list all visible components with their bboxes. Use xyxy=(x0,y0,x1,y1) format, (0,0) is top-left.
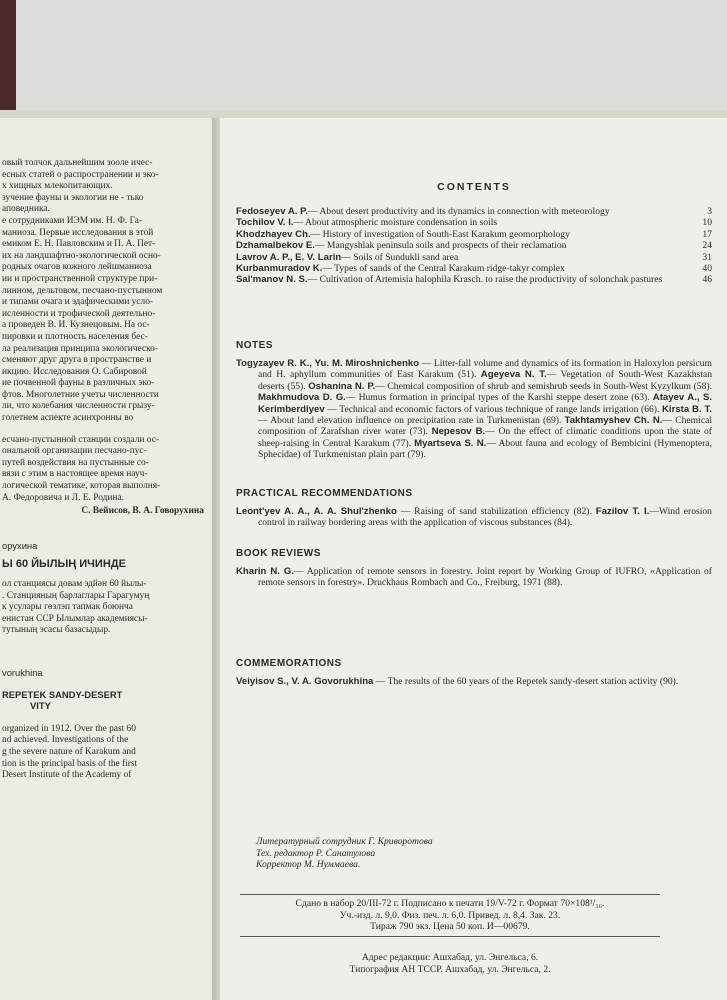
left-text-line: . Станцияның барлаглары Гарагумуң xyxy=(2,590,150,601)
credit-line: Тех. редактор Р. Санатулова xyxy=(256,847,376,859)
article-author: Ageyeva N. T. xyxy=(480,369,547,381)
practical-heading: PRACTICAL RECOMMENDATIONS xyxy=(236,488,413,499)
english-title-1: REPETEK SANDY-DESERT xyxy=(2,688,123,700)
article-title: — Technical and economic factors of various technique of range lands irrigation (66). xyxy=(324,403,662,415)
address-block xyxy=(240,952,660,975)
toc-page-number: 31 xyxy=(702,251,712,263)
toc-author: Sal'manov N. S. xyxy=(236,274,308,286)
notes-paragraph xyxy=(236,358,712,461)
english-title-2: VITY xyxy=(30,700,51,712)
toc-entry xyxy=(236,206,712,217)
toc-entry xyxy=(236,252,712,263)
article-title: — Raising of sand stabilization efficiency (82). xyxy=(396,506,596,517)
toc-list xyxy=(236,206,712,286)
commemorations-heading: COMMEMORATIONS xyxy=(236,658,342,669)
imprint-line: Уч.-изд. л. 9,0. Физ. печ. л. 6,0. Привед. л. 8,4. Зак. 23. xyxy=(339,909,561,921)
left-text-line: пировки и плотность населения бес- xyxy=(2,331,148,342)
article-author: Togyzayev R. K., Yu. M. Miroshnichenko xyxy=(236,358,420,369)
toc-entry xyxy=(236,263,712,274)
article-title: — Vegetation of South-West Kazakhstan deserts (55). xyxy=(258,369,713,392)
toc-author: Fedoseyev A. P. xyxy=(236,206,308,217)
toc-entry xyxy=(236,217,712,228)
left-text-line: ии и пространственной структуре при- xyxy=(2,273,158,284)
reviews-heading: BOOK REVIEWS xyxy=(236,548,321,559)
imprint-line: Сдано в набор 20/III-72 г. Подписано к печати 19/V-72 г. Формат 70×108¹/₁₆. xyxy=(295,898,605,909)
toc-author: Khodzhayev Ch. xyxy=(236,228,311,240)
left-text-line: ли, что колебания численности грызу- xyxy=(2,401,155,412)
toc-title: — Cultivation of Artemisia halophila Krasch. to raise the productivity of solonchak pastures xyxy=(307,274,663,286)
left-text-line: g the severe nature of Karakum and xyxy=(2,746,136,757)
left-text-line: есчано-пустынной станции создали ос- xyxy=(2,434,159,445)
left-text-line: логической тематике, которая выполня- xyxy=(2,481,161,492)
imprint-bottom-rule xyxy=(240,936,660,937)
article-title: — Humus formation in principal types of the Karshi steppe desert zone (63). xyxy=(345,392,653,404)
article-title: — Chemical composition of Zarafshan river water (73). xyxy=(258,415,712,438)
book-spine xyxy=(212,118,220,1000)
left-text-line: аповедника. xyxy=(2,204,50,215)
article-author: Leont'yev A. A., A. A. Shul'zhenko xyxy=(236,506,397,517)
practical-paragraph xyxy=(236,506,712,529)
imprint-block xyxy=(240,898,660,933)
left-text-block-c xyxy=(0,579,212,637)
left-text-line: tion is the principal basis of the first xyxy=(2,758,138,769)
article-title: — About land elevation influence on precipitation rate in Turkmenistan (69). xyxy=(258,415,565,427)
left-signature: С. Вейисов, В. А. Говорухина xyxy=(81,506,204,517)
left-text-line: их на ландшафтно-экологической осно- xyxy=(2,250,161,261)
left-text-line: ол станциясы довам эдйән 60 йылы- xyxy=(2,579,147,589)
left-text-line: А. Федоровича и Л. Е. Родина. xyxy=(2,492,124,503)
article-author: Makhmudova D. G. xyxy=(258,392,346,404)
toc-entry xyxy=(236,229,712,240)
toc-page-number: 46 xyxy=(702,274,712,286)
left-text-line: е сотрудниками ИЭМ им. Н. Ф. Га- xyxy=(2,215,143,226)
toc-author: Lavrov A. P., E. V. Larin xyxy=(236,251,342,263)
left-text-line: овый толчок дальнейшим зооле ичес- xyxy=(2,158,153,168)
imprint-top-rule xyxy=(240,894,660,895)
toc-author: Tochilov V. I. xyxy=(236,217,294,229)
left-text-line: nd achieved. Investigations of the xyxy=(2,735,129,746)
toc-entry xyxy=(236,274,712,285)
english-author: vorukhina xyxy=(2,666,43,678)
article-title: — Application of remote sensors in forestry. Joint report by Working Group of IUFRO, «Application of remote sensors in forestry». Druckhaus Rombach and Co., Freiburg, 1971 (88). xyxy=(258,566,712,589)
left-text-block-b xyxy=(0,435,212,505)
left-page xyxy=(0,118,212,1000)
toc-author: Kurbanmuradov K. xyxy=(236,263,323,275)
credit-line: Литературный сотрудник Г. Криворотова xyxy=(256,836,433,847)
left-text-line: ональной организации песчано-пус- xyxy=(2,446,147,457)
left-text-line: икцию. Исследования О. Сабировой xyxy=(2,366,147,377)
left-text-line: голетнем аспекте асинхронны во xyxy=(2,413,134,424)
article-title: — About fauna and ecology of Bembicini (Hymenoptera, Sphecidae) of Turkmenistan plain part (79). xyxy=(258,437,712,461)
article-author: Atayev A., S. Kerimberdiyev xyxy=(258,392,713,415)
imprint-line: Тираж 790 экз. Цена 50 коп. И—00679. xyxy=(370,921,530,933)
toc-author: Dzhamalbekov E. xyxy=(236,240,315,252)
left-text-line: organized in 1912. Over the past 60 xyxy=(2,723,136,734)
left-text-line: к усулары гөзлэп тапмак боюнча xyxy=(2,602,133,613)
notes-heading: NOTES xyxy=(236,340,273,351)
address-line: Адрес редакции: Ашхабад, ул. Энгельса, 6. xyxy=(361,952,539,963)
article-author: Takhtamyshev Ch. N. xyxy=(564,415,663,427)
left-text-line: зучение фауны и экологии не - тько xyxy=(2,192,144,203)
toc-title: — Soils of Sundukli sand area xyxy=(341,251,459,263)
left-text-line: вязи с этим в настоящее время науч- xyxy=(2,469,148,480)
toc-page-number: 10 xyxy=(702,217,712,229)
article-title: — Chemical composition of shrub and semishrub seeds in South-West Kyzylkum (58). xyxy=(375,380,712,392)
article-author: Veiyisov S., V. A. Govorukhina xyxy=(236,676,374,687)
left-text-line: а проведен В. И. Кузнецовым. На ос- xyxy=(2,320,150,331)
left-text-line: емиком Е. Н. Павловским и П. А. Пет- xyxy=(2,239,156,250)
left-text-line: и типами очага и эдафическими усло- xyxy=(2,297,154,308)
reviews-paragraph xyxy=(236,566,712,589)
article-title: — Litter-fall volume and dynamics of its formation in Haloxylon persicum and H. aphyllum communities of East Karakum (51). xyxy=(258,358,712,381)
left-text-line: фтов. Многолетние учеты численности xyxy=(2,389,159,400)
left-text-line: х хищных млекопитающих. xyxy=(2,181,113,192)
article-author: Kharin N. G. xyxy=(236,566,295,577)
article-author: Nepesov B. xyxy=(431,426,486,438)
article-title: —Wind erosion control in railway bordering areas with the application of viscous substances (84). xyxy=(258,506,712,529)
toc-page-number: 17 xyxy=(702,228,712,240)
address-line: Типография АН ТССР. Ашхабад, ул. Энгельса, 2. xyxy=(349,963,551,975)
left-text-line: Desert Institute of the Academy of xyxy=(2,770,132,781)
article-author: Fazilov T. I. xyxy=(595,506,650,517)
toc-page-number: 3 xyxy=(707,206,712,217)
toc-title: — About atmospheric moisture condensation in soils xyxy=(293,217,498,229)
left-text-line: тутының эсасы базасыдыр. xyxy=(2,625,111,636)
article-author: Kirsta B. T. xyxy=(662,403,712,415)
left-text-line: исленности и трофической деятельно- xyxy=(2,308,156,319)
article-title: — On the effect of climatic conditions upon the state of sheep-raising in Central Karakum (77). xyxy=(258,426,712,449)
right-page xyxy=(220,118,727,1000)
toc-title: — Types of sands of the Central Karakum ridge-takyr complex xyxy=(322,263,565,275)
commemorations-paragraph xyxy=(236,676,712,687)
contents-title: CONTENTS xyxy=(437,181,511,193)
article-title: — The results of the 60 years of the Repetek sandy-desert station activity (90). xyxy=(373,676,679,687)
credit-line: Корректор М. Нуммаева. xyxy=(256,859,361,871)
article-author: Myartseva S. N. xyxy=(414,437,487,449)
toc-title: — Mangyshlak peninsula soils and prospects of their reclamation xyxy=(314,240,567,252)
toc-title: — History of investigation of South-East Karakum geomorphology xyxy=(310,228,570,240)
toc-entry xyxy=(236,240,712,251)
left-text-line: путей воздействия на пустынные со- xyxy=(2,457,149,468)
toc-page-number: 40 xyxy=(702,263,712,275)
left-text-line: ие почвенной фауны в различных эко- xyxy=(2,378,155,389)
toc-page-number: 24 xyxy=(702,240,712,252)
turkmen-title: Ы 60 ЙЫЛЫҢ ИЧИНДЕ xyxy=(2,558,126,571)
left-text-line: сменяют друг друга в пространстве и xyxy=(2,355,152,366)
left-text-line: родных очагов кожного лейшманиоза xyxy=(2,262,152,273)
left-text-line: маниоза. Первые исследования в этой xyxy=(2,227,154,238)
left-text-line: ла реализация принципа экологическо- xyxy=(2,343,158,354)
book-cover-edge xyxy=(0,0,16,110)
left-text-block-a xyxy=(0,158,212,425)
left-text-line: енистан ССР Ылымлар академиясы- xyxy=(2,613,148,624)
scan-background xyxy=(0,0,727,110)
turkmen-author: орухина xyxy=(2,539,38,551)
left-text-line: есных статей о распространении и эко- xyxy=(2,169,159,180)
article-author: Oshanina N. P. xyxy=(308,380,376,392)
left-text-block-d xyxy=(0,724,212,782)
left-text-line: линном, дельтовом, песчано-пустынном xyxy=(2,285,163,296)
toc-title: — About desert productivity and its dynamics in connection with meteorology xyxy=(308,206,610,217)
credits-block xyxy=(256,836,433,871)
